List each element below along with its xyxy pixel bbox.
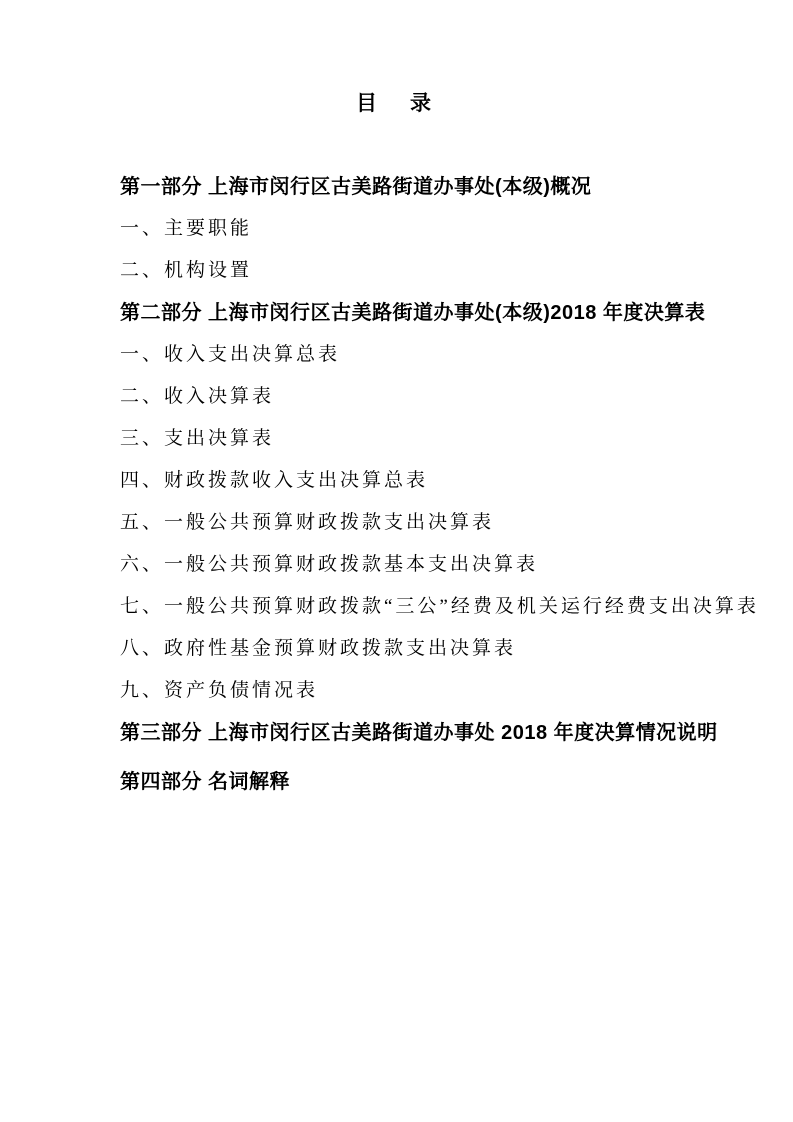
toc-part-4: 第四部分 名词解释 [120,771,291,793]
toc-part-2: 第二部分 上海市闵行区古美路街道办事处(本级)2018 年度决算表 [120,302,706,324]
toc-item-2-6: 六、一般公共预算财政拨款基本支出决算表 [120,554,539,575]
toc-item-2-3: 三、支出决算表 [120,428,275,449]
toc-item-1-2: 二、机构设置 [120,260,253,281]
toc-item-2-8: 八、政府性基金预算财政拨款支出决算表 [120,638,517,659]
toc-part-1: 第一部分 上海市闵行区古美路街道办事处(本级)概况 [120,176,592,198]
toc-item-1-1: 一、主要职能 [120,218,253,239]
page-title: 目 录 [356,92,437,115]
toc-item-2-5: 五、一般公共预算财政拨款支出决算表 [120,512,495,533]
toc-part-3: 第三部分 上海市闵行区古美路街道办事处 2018 年度决算情况说明 [120,722,718,744]
table-of-contents [120,166,765,803]
toc-item-2-1: 一、收入支出决算总表 [120,344,341,365]
toc-item-2-4: 四、财政拨款收入支出决算总表 [120,470,429,491]
toc-item-2-7: 七、一般公共预算财政拨款“三公”经费及机关运行经费支出决算表 [120,596,759,617]
toc-item-2-2: 二、收入决算表 [120,386,275,407]
toc-item-2-9: 九、资产负债情况表 [120,680,319,701]
